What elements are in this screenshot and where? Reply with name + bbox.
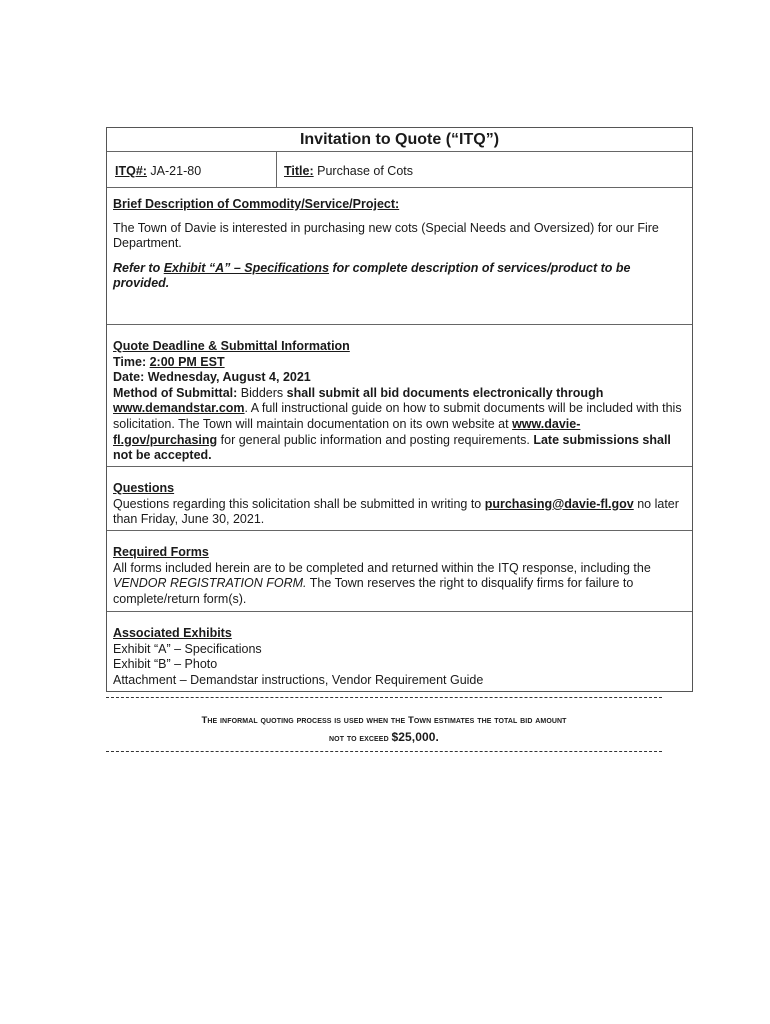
questions-heading: Questions [113, 481, 175, 495]
questions-body [113, 497, 684, 528]
notice-amount: $25,000. [391, 730, 439, 744]
notice-line-1: The informal quoting process is used when the Town estimates the total bid amount [201, 715, 567, 726]
notice-text: not to exceed [329, 733, 392, 744]
submittal-text-2: for general public information and posting requirements. [217, 432, 534, 447]
exhibit-item: Exhibit “A” – Specifications [113, 641, 262, 656]
itq-number-label: ITQ#: [115, 164, 147, 178]
demandstar-link[interactable]: www.demandstar.com [113, 401, 245, 416]
method-label: Method of Submittal: [113, 385, 241, 400]
notice-divider-top [106, 697, 662, 698]
exhibit-item: Attachment – Demandstar instructions, Vendor Requirement Guide [113, 672, 484, 687]
purchasing-email-link[interactable]: purchasing@davie-fl.gov [484, 496, 634, 511]
deadline-heading: Quote Deadline & Submittal Information [113, 339, 350, 353]
exhibit-item: Exhibit “B” – Photo [113, 657, 218, 672]
questions-text-1: Questions regarding this solicitation shall be submitted in writing to [113, 496, 485, 511]
document-title: Invitation to Quote (“ITQ”) [107, 128, 692, 152]
description-heading: Brief Description of Commodity/Service/Project: [113, 197, 400, 211]
description-body: The Town of Davie is interested in purchasing new cots (Special Needs and Oversized) for our Fire Department. [113, 220, 659, 251]
notice-divider-bottom [106, 751, 662, 752]
required-forms-heading: Required Forms [113, 545, 209, 559]
late-submission-notice: Late submissions shall not be accepted. [113, 432, 671, 463]
forms-text-2: The Town reserves the right to disqualify firms for failure to complete/return form(s). [113, 576, 634, 606]
exhibit-reference [113, 261, 684, 292]
submittal-text-1: . A full instructional guide on how to submit documents will be included with this solicitation. The Town will maintain documentation on its own website at [113, 401, 682, 431]
questions-section [107, 467, 692, 531]
deadline-section [107, 325, 692, 467]
submittal-method [113, 386, 684, 464]
time-label: Time: [113, 354, 150, 369]
itq-form-table [106, 127, 693, 692]
required-forms-section [107, 531, 692, 612]
itq-number-value: JA-21-80 [146, 164, 202, 178]
time-value: 2:00 PM EST [149, 354, 225, 369]
required-forms-body [113, 561, 684, 608]
itq-number-cell [107, 152, 277, 187]
deadline-date: Date: Wednesday, August 4, 2021 [113, 370, 311, 385]
deadline-time [113, 355, 684, 371]
reference-prefix: Refer to [113, 260, 164, 275]
itq-title-value: Purchase of Cots [313, 164, 413, 178]
exhibits-section [107, 612, 692, 691]
forms-text-1: All forms included herein are to be completed and returned within the ITQ response, including the [113, 560, 651, 575]
questions-text-2: no later than Friday, June 30, 2021. [113, 496, 679, 527]
exhibits-heading: Associated Exhibits [113, 626, 232, 640]
reference-suffix: for complete description of services/product to be provided. [113, 260, 631, 291]
davie-purchasing-link[interactable]: www.davie-fl.gov/purchasing [113, 416, 581, 447]
vendor-registration-form: VENDOR REGISTRATION FORM. [113, 576, 307, 591]
itq-info-row [107, 152, 692, 188]
informal-quote-notice [106, 713, 662, 747]
exhibit-a-reference: Exhibit “A” – Specifications [163, 260, 330, 275]
method-bold: shall submit all bid documents electronically through [286, 385, 604, 400]
description-section [107, 188, 692, 325]
method-plain: Bidders [240, 385, 287, 400]
itq-title-cell [277, 152, 692, 187]
notice-line-2 [106, 729, 662, 747]
itq-title-label: Title: [284, 164, 314, 178]
